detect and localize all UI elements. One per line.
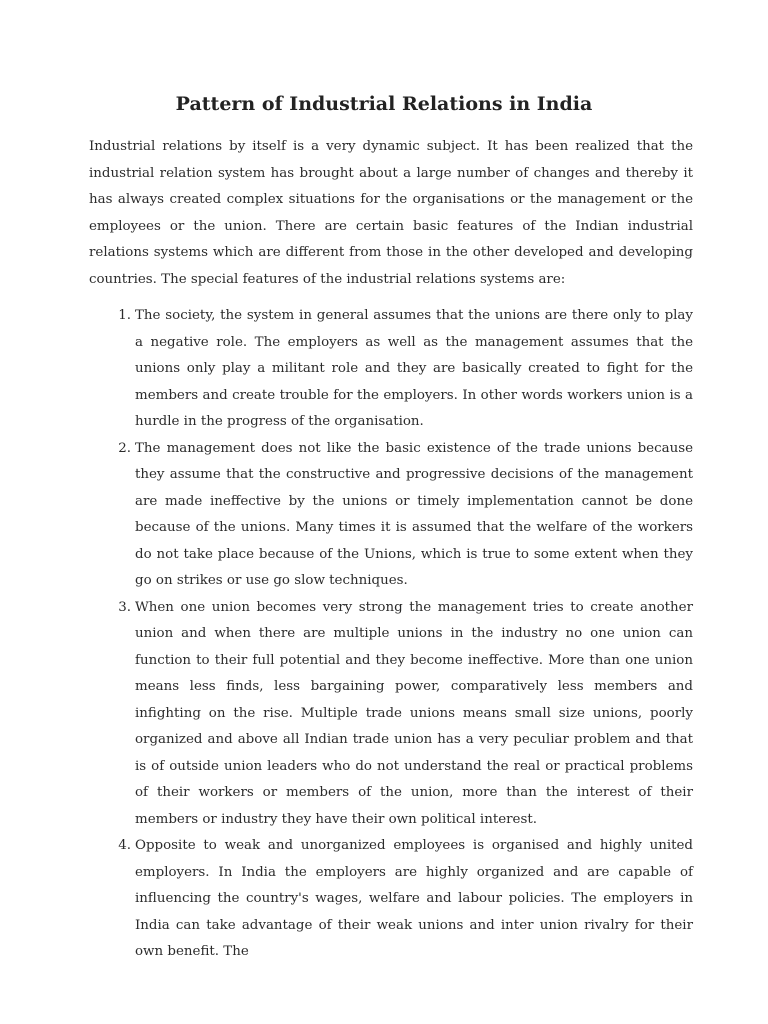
page-title: Pattern of Industrial Relations in India	[175, 93, 593, 115]
list-item-number: 2.	[118, 440, 131, 456]
list-item	[89, 595, 693, 834]
list-item-text: The society, the system in general assumes that the unions are there only to play a negative role. The employers as well as the management assumes that the unions only play a militant role and they are basically created to fight for the members and create trouble for the employers. In other words workers union is a hurdle in the progress of the organisation.	[135, 308, 693, 429]
list-item-number: 4.	[118, 838, 131, 853]
list-item-text: The management does not like the basic existence of the trade unions because they assume that the constructive and progressive decisions of the management are made ineffective by the unions or timely implementation cannot be done because of the unions. Many times it is assumed that the welfare of the workers do not take place because of the Unions, which is true to some extent when they go on strikes or use go slow techniques.	[135, 440, 693, 588]
list-item-number: 1.	[118, 308, 131, 323]
features-list	[89, 303, 693, 966]
list-item-text: Opposite to weak and unorganized employees is organised and highly united employers. In India the employers are highly organized and are capable of influencing the country's wages, welfare and labour policies. The employers in India can take advantage of their weak unions and inter union rivalry for their own benefit. The	[135, 838, 693, 959]
list-item-text: When one union becomes very strong the management tries to create another union and when there are multiple unions in the industry no one union can function to their full potential and they become ineffective. More than one union means less finds, less bargaining power, comparatively less members and infighting on the rise. Multiple trade unions means small size unions, poorly organized and above all Indian trade union has a very peculiar problem and that is of outside union leaders who do not understand the real or practical problems of their workers or members of the union, more than the interest of their members or industry they have their own political interest.	[135, 599, 693, 827]
list-item	[89, 303, 693, 436]
intro-paragraph: Industrial relations by itself is a very dynamic subject. It has been realized that the industrial relation system has brought about a large number of changes and thereby it has always created complex situations for the organisations or the management or the employees or the union. There are certain basic features of the Indian industrial relations systems which are different from those in the other developed and developing countries. The special features of the industrial relations systems are:	[89, 139, 693, 287]
list-item	[89, 833, 693, 966]
list-item-number: 3.	[118, 599, 131, 615]
list-item	[89, 436, 693, 595]
